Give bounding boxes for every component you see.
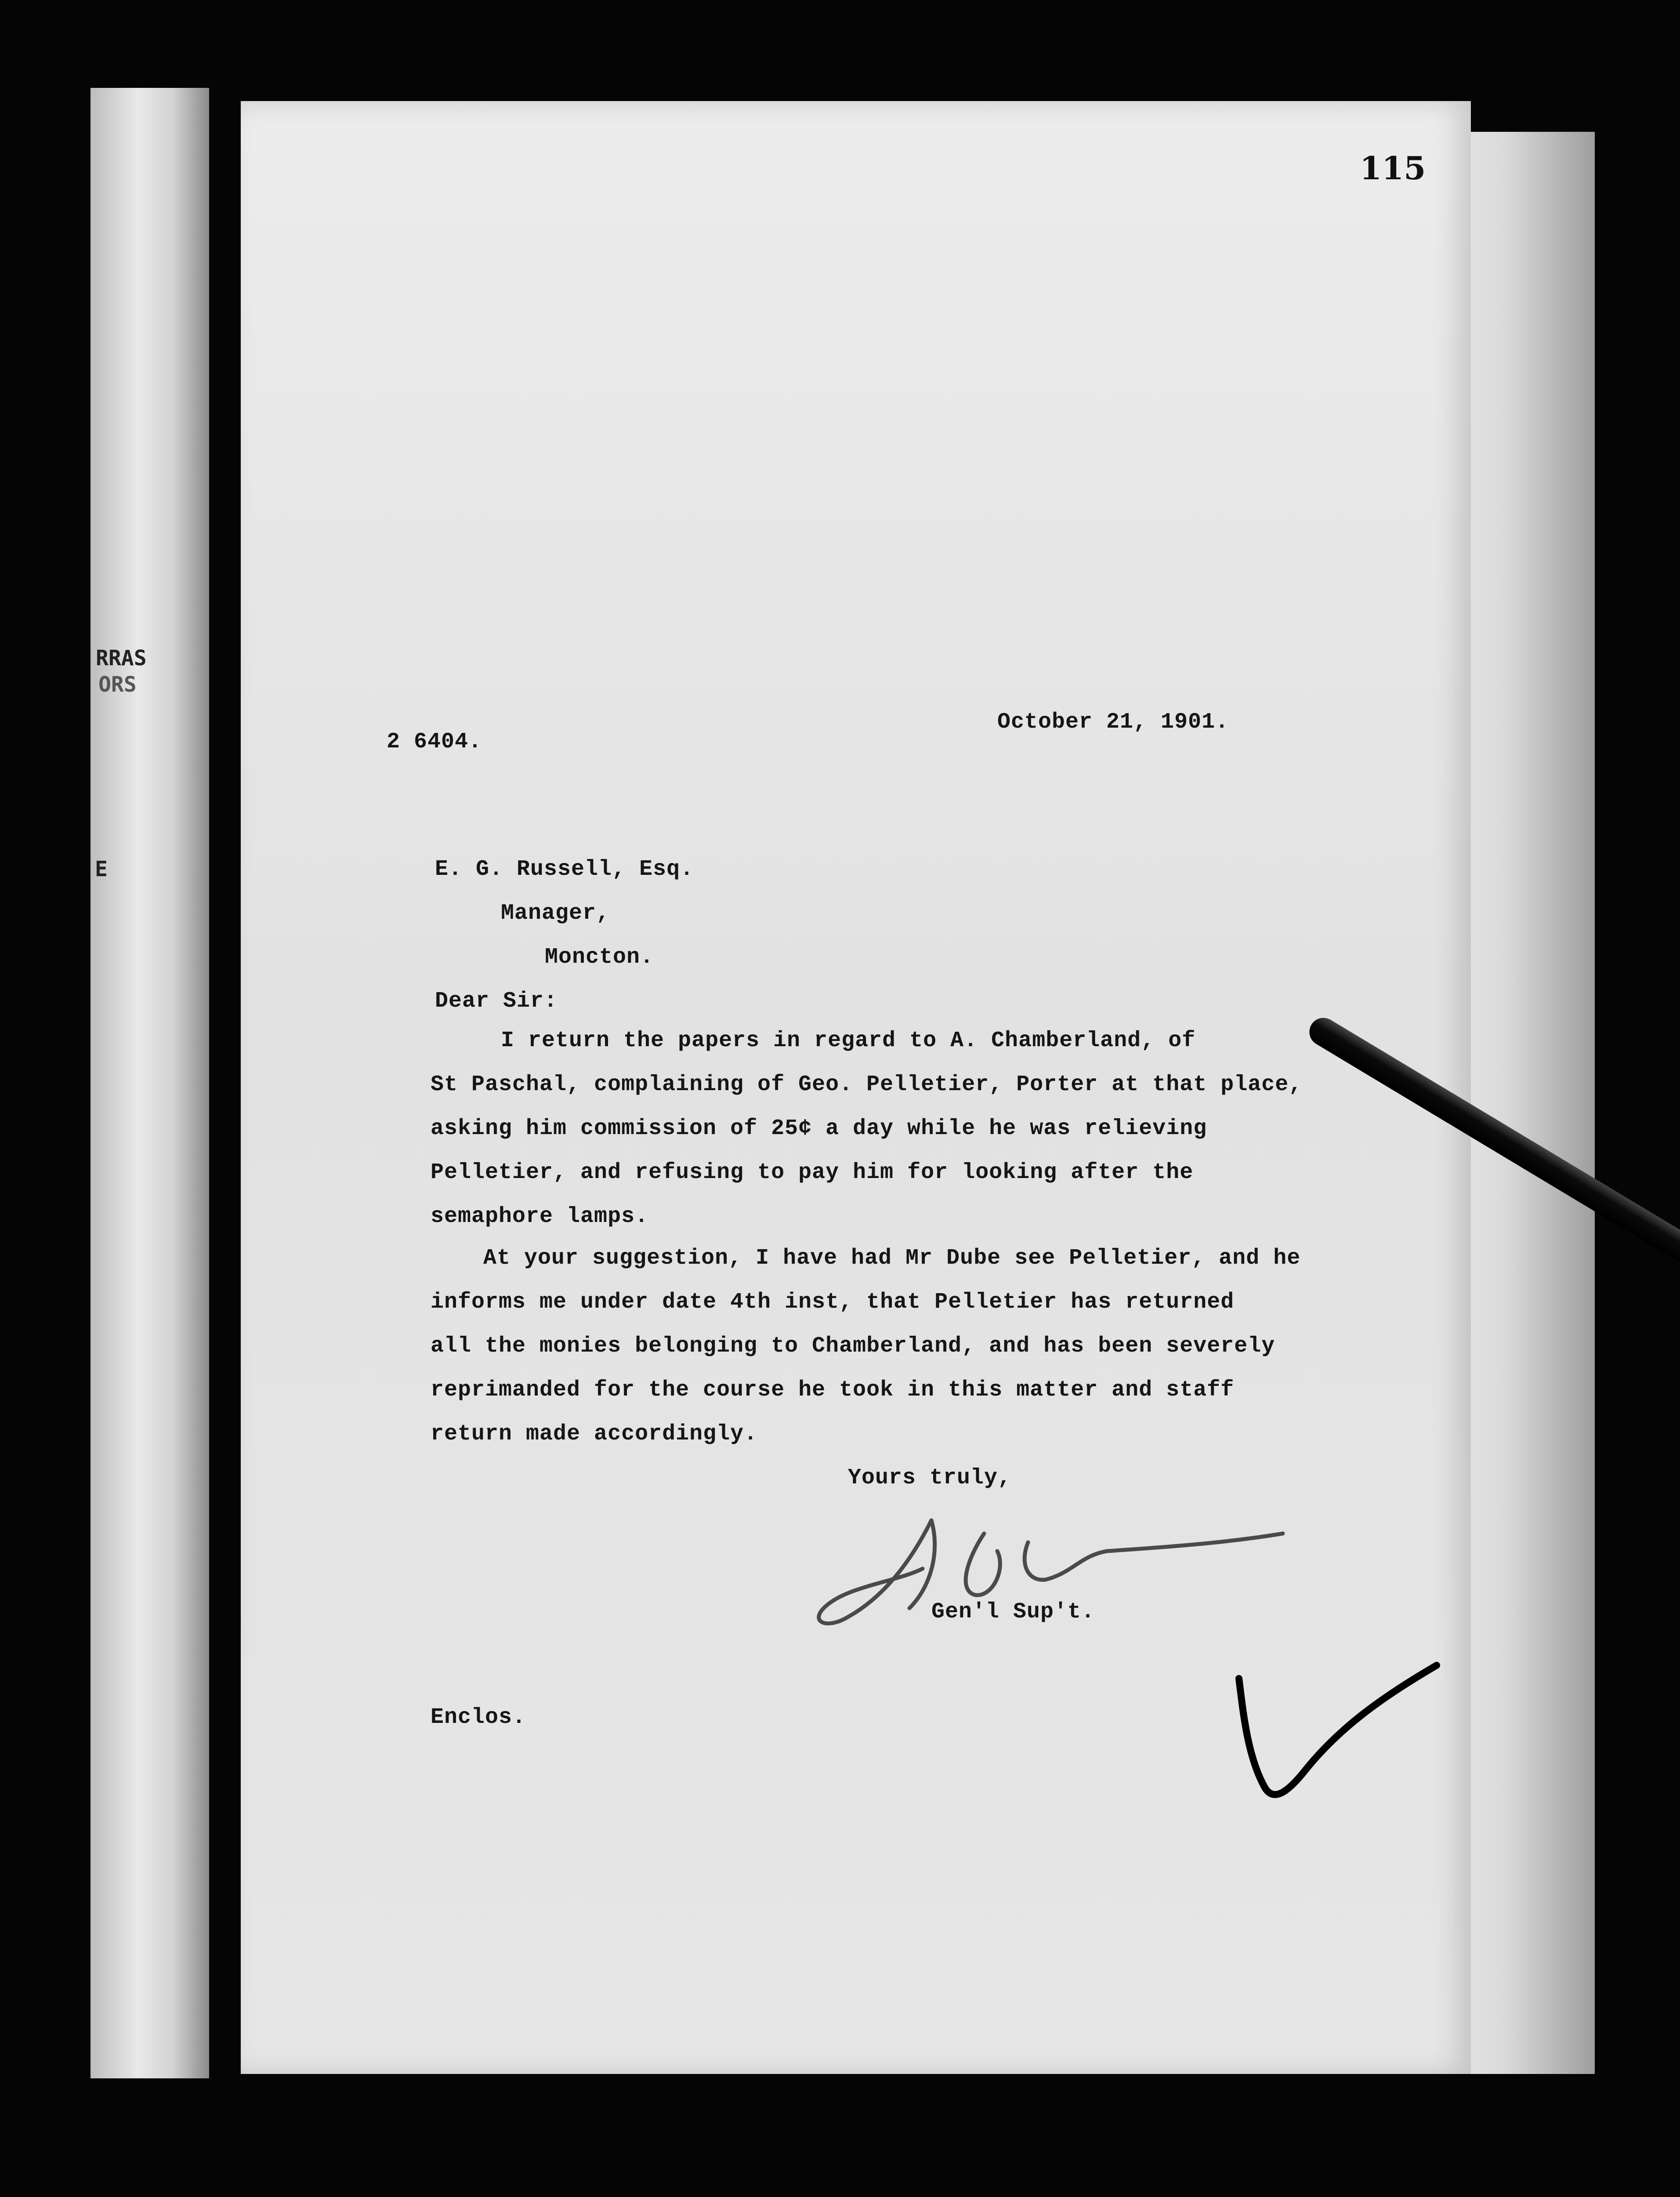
paragraph-1-line-2: St Paschal, complaining of Geo. Pelletier, Porter at that place, xyxy=(431,1072,1303,1097)
letter-date: October 21, 1901. xyxy=(997,710,1229,735)
paragraph-1-line-5: semaphore lamps. xyxy=(431,1204,649,1229)
enclosure-note: Enclos. xyxy=(431,1705,526,1730)
paragraph-2-line-3: all the monies belonging to Chamberland, and has been severely xyxy=(431,1334,1275,1359)
salutation: Dear Sir: xyxy=(435,989,558,1014)
file-number: 2 6404. xyxy=(387,729,482,754)
paragraph-2-line-4: reprimanded for the course he took in this matter and staff xyxy=(431,1378,1235,1403)
paragraph-2-line-1: At your suggestion, I have had Mr Dube see Pelletier, and he xyxy=(483,1246,1301,1271)
recipient-city: Moncton. xyxy=(545,945,654,970)
closing: Yours truly, xyxy=(848,1465,1012,1490)
page-number: 115 xyxy=(1360,149,1426,187)
paragraph-2-line-5: return made accordingly. xyxy=(431,1421,758,1447)
paragraph-1-line-3: asking him commission of 25¢ a day while he was relieving xyxy=(431,1116,1207,1141)
left-page-strip xyxy=(91,88,209,2078)
checkmark-icon xyxy=(1217,1661,1445,1828)
paragraph-1-line-1: I return the papers in regard to A. Chamberland, of xyxy=(501,1028,1196,1053)
recipient-title: Manager, xyxy=(501,901,610,926)
strip-mark-2: ORS xyxy=(98,672,137,697)
paragraph-2-line-2: informs me under date 4th inst, that Pelletier has returned xyxy=(431,1290,1235,1315)
signer-title: Gen'l Sup't. xyxy=(931,1599,1095,1624)
strip-mark-1: RRAS xyxy=(96,646,147,671)
paragraph-1-line-4: Pelletier, and refusing to pay him for looking after the xyxy=(431,1160,1194,1185)
strip-mark-3: E xyxy=(95,857,108,881)
recipient-name: E. G. Russell, Esq. xyxy=(435,857,694,882)
